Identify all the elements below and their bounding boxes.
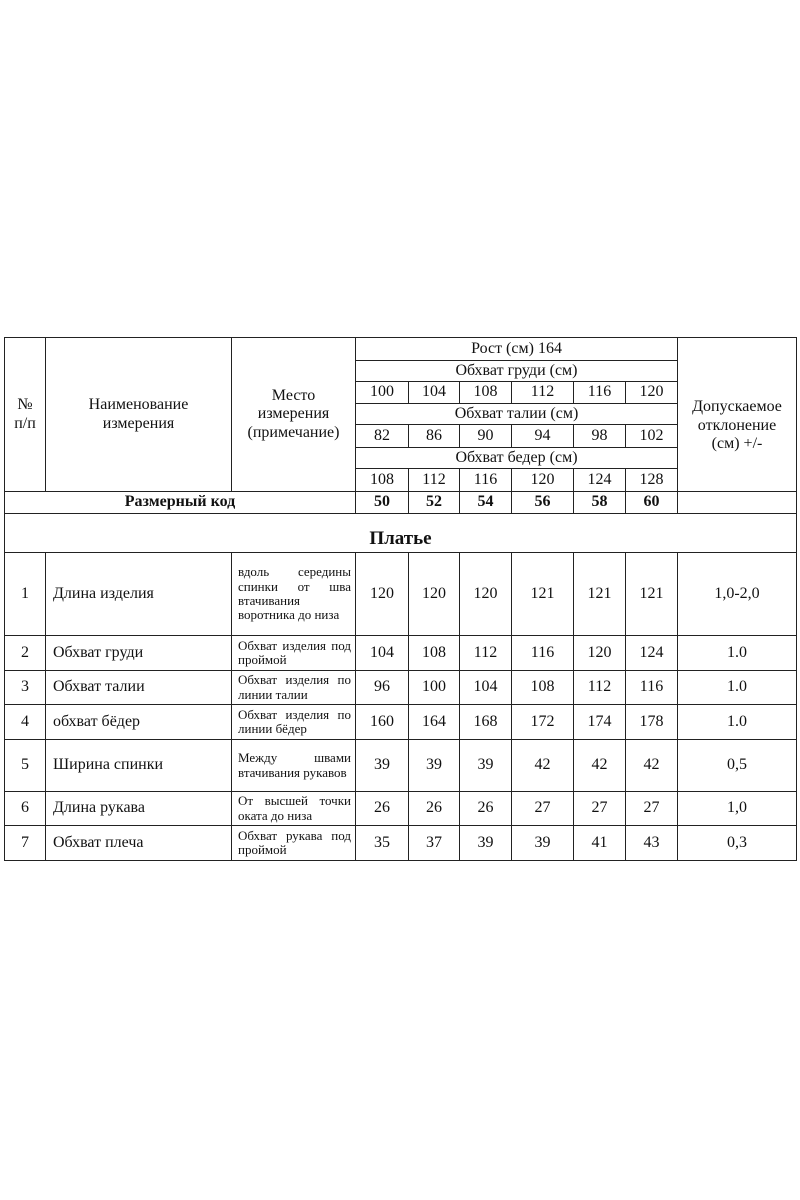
section-row <box>5 514 797 553</box>
chest-value: 116 <box>574 382 626 404</box>
size-code-label: Размерный код <box>5 492 356 514</box>
measurement-value: 121 <box>626 553 678 636</box>
header-chest: Обхват груди (см) <box>356 361 678 382</box>
header-tolerance-top <box>678 338 797 361</box>
header-tolerance: Допускаемое отклонение (см) +/- <box>678 361 797 492</box>
measurement-value: 174 <box>574 705 626 740</box>
waist-value: 102 <box>626 425 678 448</box>
measurement-value: 39 <box>409 740 460 792</box>
measurement-value: 27 <box>574 792 626 826</box>
hips-value: 124 <box>574 469 626 492</box>
measurement-value: 41 <box>574 826 626 861</box>
chest-value: 120 <box>626 382 678 404</box>
measurement-value: 121 <box>574 553 626 636</box>
waist-value: 94 <box>512 425 574 448</box>
hips-value: 112 <box>409 469 460 492</box>
measurement-place: Обхват изделия под проймой <box>232 636 356 671</box>
measurement-value: 42 <box>574 740 626 792</box>
measurement-place: вдоль середины спинки от шва втачивания воротника до низа <box>232 553 356 636</box>
waist-value: 90 <box>460 425 512 448</box>
size-code-value: 54 <box>460 492 512 514</box>
size-code-value: 56 <box>512 492 574 514</box>
measurement-value: 26 <box>460 792 512 826</box>
measurement-value: 116 <box>626 671 678 705</box>
measurement-value: 42 <box>626 740 678 792</box>
size-code-row <box>5 492 797 514</box>
measurement-place: Обхват изделия по линии талии <box>232 671 356 705</box>
table-row <box>5 792 797 826</box>
measurement-value: 160 <box>356 705 409 740</box>
measurement-name: Обхват талии <box>46 671 232 705</box>
size-table <box>4 337 797 861</box>
tolerance-value: 1.0 <box>678 671 797 705</box>
measurement-place: Обхват рукава под проймой <box>232 826 356 861</box>
measurement-value: 26 <box>356 792 409 826</box>
hips-value: 128 <box>626 469 678 492</box>
tolerance-value: 1.0 <box>678 636 797 671</box>
measurement-place: Между швами втачивания рукавов <box>232 740 356 792</box>
measurement-place: От высшей точки оката до низа <box>232 792 356 826</box>
measurement-value: 104 <box>356 636 409 671</box>
measurement-value: 39 <box>460 740 512 792</box>
row-number: 3 <box>5 671 46 705</box>
measurement-value: 116 <box>512 636 574 671</box>
measurement-value: 112 <box>460 636 512 671</box>
measurement-value: 112 <box>574 671 626 705</box>
measurement-name: Обхват плеча <box>46 826 232 861</box>
measurement-value: 39 <box>356 740 409 792</box>
row-number: 1 <box>5 553 46 636</box>
measurement-value: 26 <box>409 792 460 826</box>
table-row <box>5 553 797 636</box>
measurement-value: 104 <box>460 671 512 705</box>
measurement-place: Обхват изделия по линии бёдер <box>232 705 356 740</box>
table-row <box>5 636 797 671</box>
measurement-name: обхват бёдер <box>46 705 232 740</box>
measurement-value: 168 <box>460 705 512 740</box>
measurement-value: 27 <box>626 792 678 826</box>
chest-value: 112 <box>512 382 574 404</box>
waist-value: 86 <box>409 425 460 448</box>
size-code-empty <box>678 492 797 514</box>
waist-value: 82 <box>356 425 409 448</box>
size-code-value: 52 <box>409 492 460 514</box>
measurement-value: 35 <box>356 826 409 861</box>
measurement-value: 120 <box>460 553 512 636</box>
size-code-value: 58 <box>574 492 626 514</box>
row-number: 7 <box>5 826 46 861</box>
header-num: № п/п <box>5 338 46 492</box>
size-code-value: 50 <box>356 492 409 514</box>
chest-value: 108 <box>460 382 512 404</box>
header-place: Место измерения (примечание) <box>232 338 356 492</box>
measurement-name: Длина рукава <box>46 792 232 826</box>
row-number: 2 <box>5 636 46 671</box>
measurement-value: 120 <box>356 553 409 636</box>
hips-value: 116 <box>460 469 512 492</box>
table-row <box>5 826 797 861</box>
measurement-value: 27 <box>512 792 574 826</box>
measurement-value: 42 <box>512 740 574 792</box>
chest-value: 100 <box>356 382 409 404</box>
measurement-value: 164 <box>409 705 460 740</box>
waist-value: 98 <box>574 425 626 448</box>
hips-value: 108 <box>356 469 409 492</box>
measurement-value: 108 <box>512 671 574 705</box>
tolerance-value: 1.0 <box>678 705 797 740</box>
measurement-value: 172 <box>512 705 574 740</box>
measurement-value: 96 <box>356 671 409 705</box>
header-height: Рост (см) 164 <box>356 338 678 361</box>
tolerance-value: 1,0 <box>678 792 797 826</box>
measurement-name: Обхват груди <box>46 636 232 671</box>
measurement-value: 120 <box>409 553 460 636</box>
measurement-value: 39 <box>460 826 512 861</box>
header-waist: Обхват талии (см) <box>356 404 678 425</box>
measurement-value: 108 <box>409 636 460 671</box>
measurement-value: 37 <box>409 826 460 861</box>
hips-value: 120 <box>512 469 574 492</box>
measurement-value: 178 <box>626 705 678 740</box>
measurement-value: 121 <box>512 553 574 636</box>
table-row <box>5 671 797 705</box>
row-number: 4 <box>5 705 46 740</box>
section-title: Платье <box>5 514 797 553</box>
table-row <box>5 705 797 740</box>
tolerance-value: 1,0-2,0 <box>678 553 797 636</box>
chest-value: 104 <box>409 382 460 404</box>
tolerance-value: 0,3 <box>678 826 797 861</box>
table-row <box>5 740 797 792</box>
measurement-value: 124 <box>626 636 678 671</box>
measurement-value: 120 <box>574 636 626 671</box>
row-number: 6 <box>5 792 46 826</box>
header-name: Наименование измерения <box>46 338 232 492</box>
measurement-name: Длина изделия <box>46 553 232 636</box>
row-number: 5 <box>5 740 46 792</box>
tolerance-value: 0,5 <box>678 740 797 792</box>
measurement-value: 100 <box>409 671 460 705</box>
size-code-value: 60 <box>626 492 678 514</box>
measurement-value: 43 <box>626 826 678 861</box>
header-hips: Обхват бедер (см) <box>356 448 678 469</box>
measurement-name: Ширина спинки <box>46 740 232 792</box>
measurement-value: 39 <box>512 826 574 861</box>
